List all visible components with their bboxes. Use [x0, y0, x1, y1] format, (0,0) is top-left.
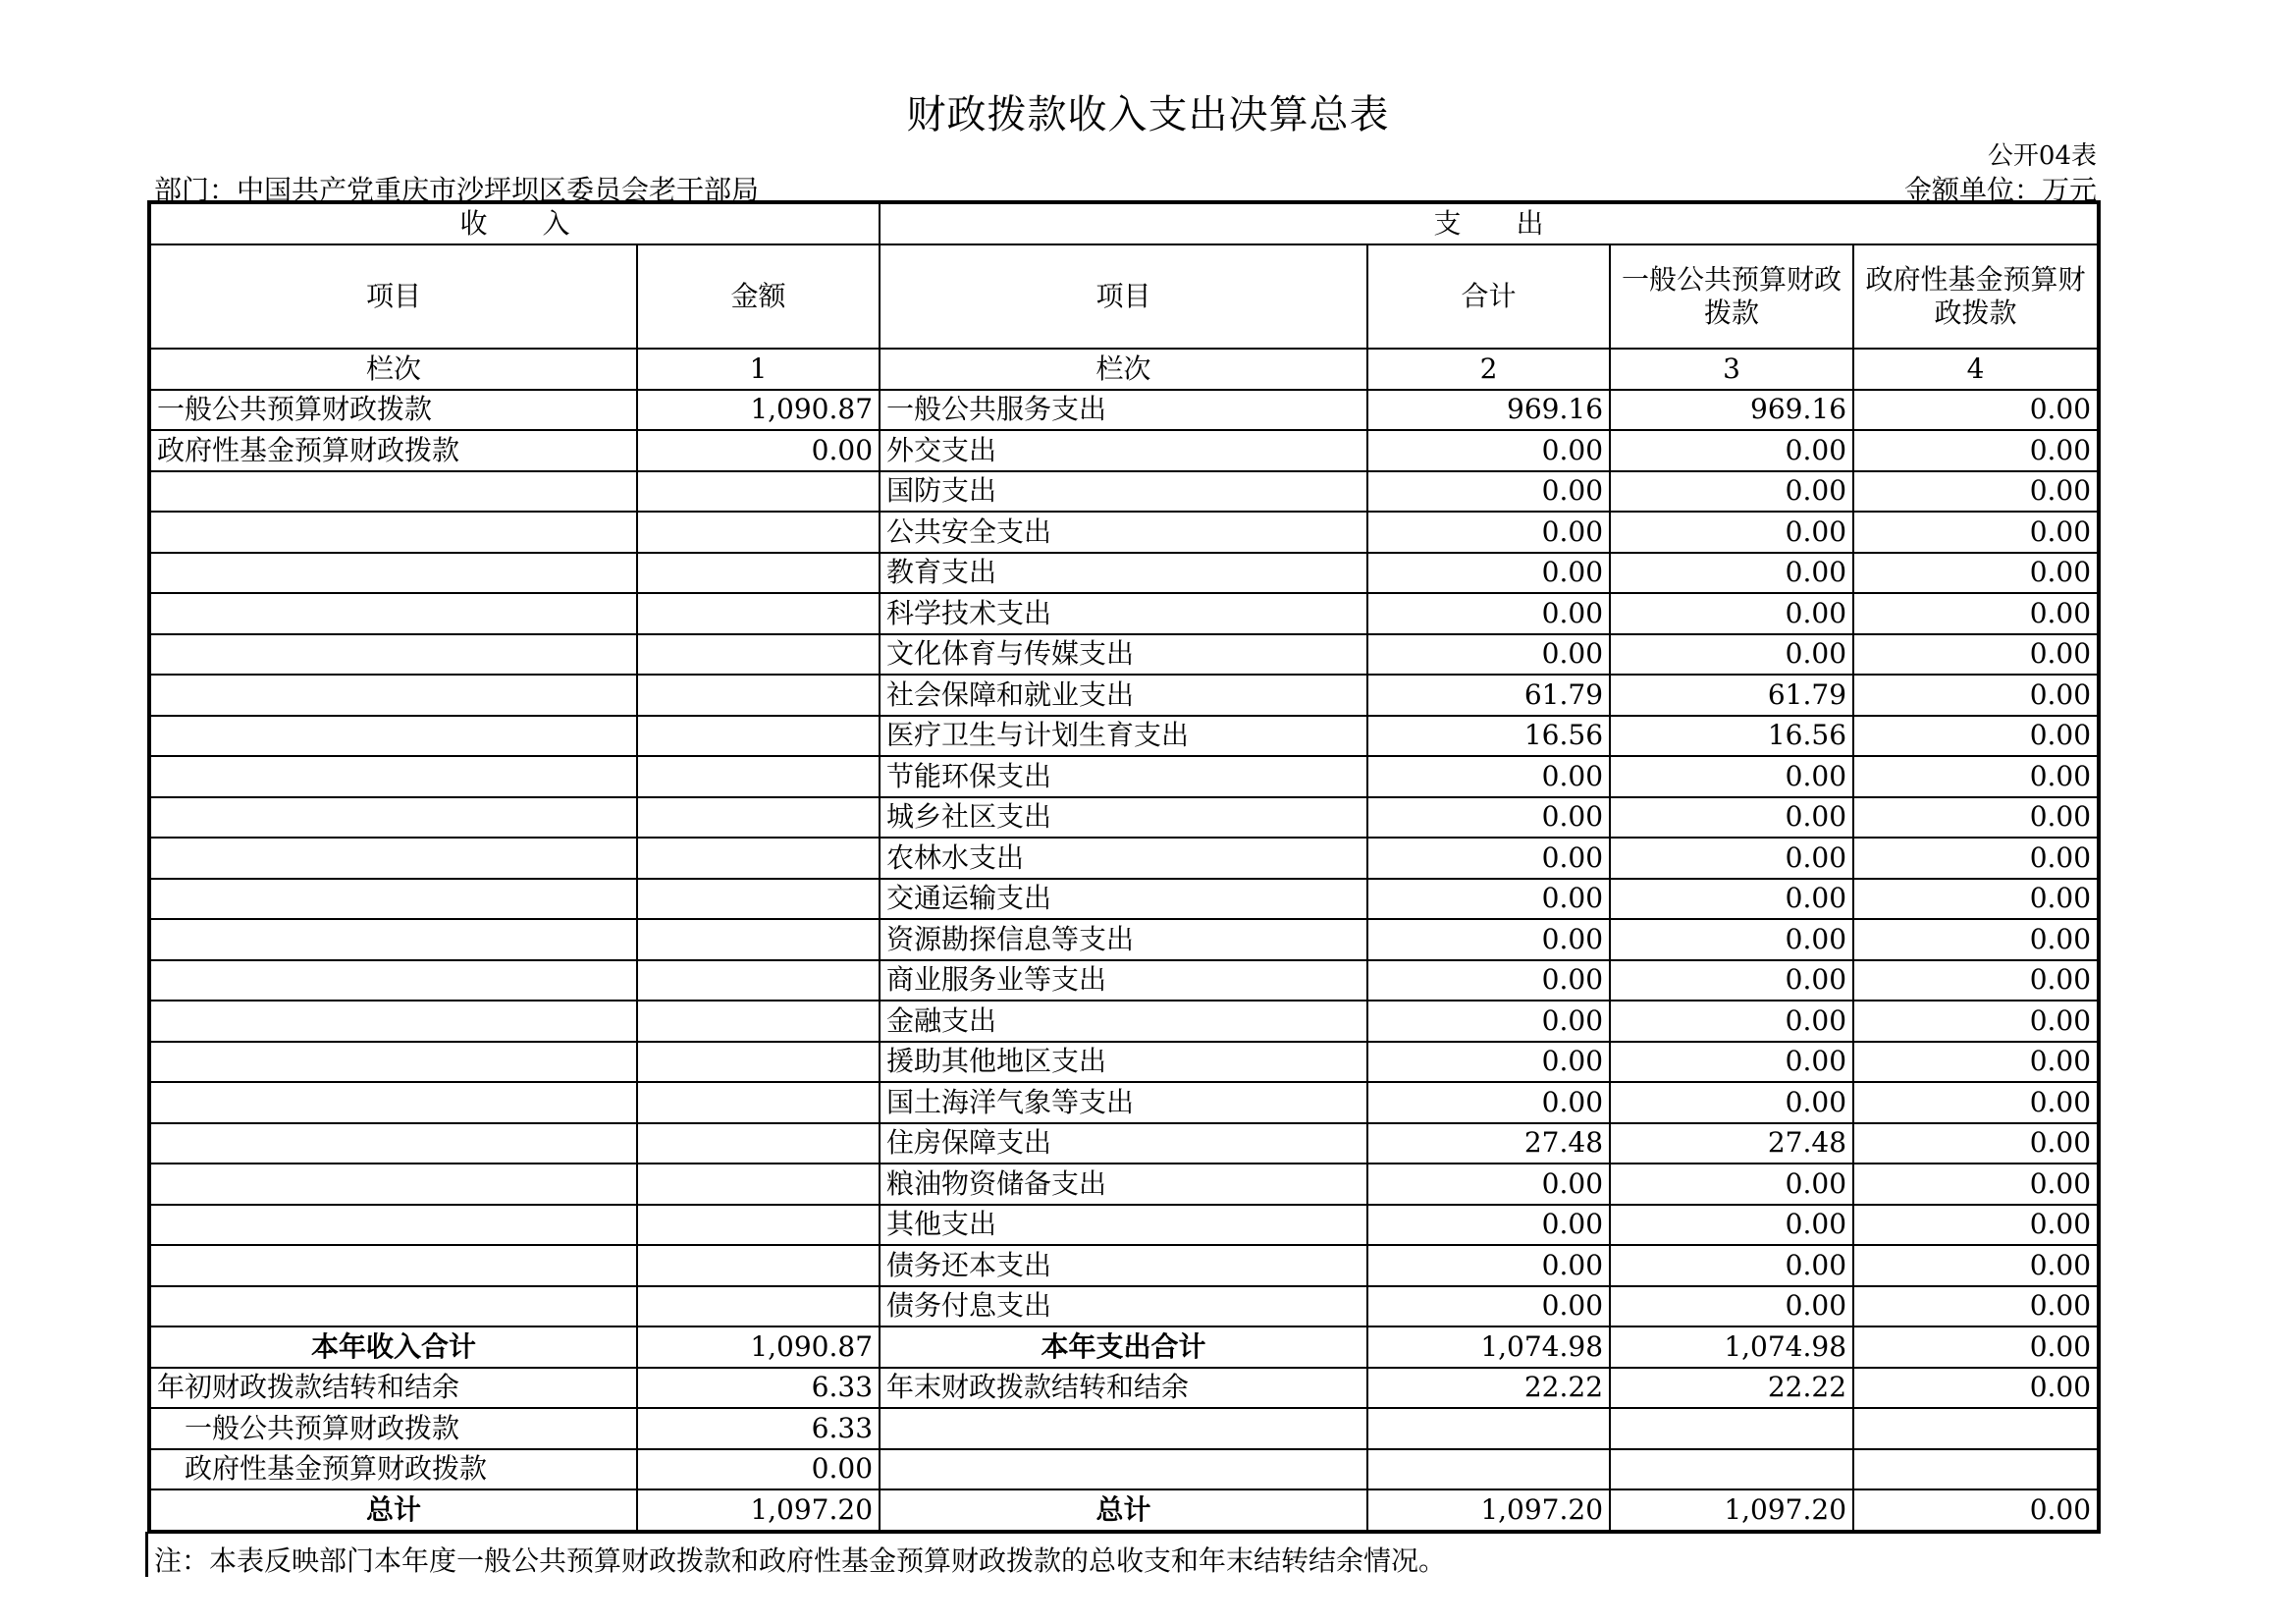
- income-grand-total: 1,097.20: [637, 1489, 880, 1532]
- income-item: [149, 1123, 637, 1164]
- income-amount: [637, 512, 880, 553]
- expense-gov-fund: 0.00: [1853, 1123, 2099, 1164]
- expense-total: 0.00: [1367, 919, 1610, 960]
- income-amount: [637, 1286, 880, 1327]
- income-item: [149, 716, 637, 757]
- expense-item: 城乡社区支出: [880, 797, 1367, 839]
- expense-total: 0.00: [1367, 879, 1610, 920]
- expense-total: 0.00: [1367, 960, 1610, 1001]
- expense-total: 61.79: [1367, 675, 1610, 716]
- income-amount: [637, 879, 880, 920]
- expense-gov-fund: 0.00: [1853, 797, 2099, 839]
- income-amount: [637, 838, 880, 879]
- income-item: [149, 960, 637, 1001]
- expense-item: 援助其他地区支出: [880, 1042, 1367, 1083]
- expense-gov-fund: 0.00: [1853, 1082, 2099, 1123]
- table-row: [149, 1042, 2099, 1083]
- table-code: 公开04表: [1987, 141, 2097, 171]
- expense-grand-total-general: 1,097.20: [1610, 1489, 1853, 1532]
- carry-fund-label: 政府性基金预算财政拨款: [149, 1449, 637, 1490]
- income-amount: [637, 1001, 880, 1042]
- expense-gov-fund: 0.00: [1853, 593, 2099, 634]
- income-year-total-label: 本年收入合计: [149, 1326, 637, 1368]
- expense-total: 0.00: [1367, 1001, 1610, 1042]
- header-expense-item: 项目: [880, 244, 1367, 349]
- expense-carryover-general: 22.22: [1610, 1368, 1853, 1409]
- income-item: [149, 634, 637, 676]
- expense-total: 0.00: [1367, 430, 1610, 471]
- column-number-label: 栏次: [880, 349, 1367, 390]
- carry-general-amount: 6.33: [637, 1408, 880, 1449]
- income-item: [149, 838, 637, 879]
- income-item: 一般公共预算财政拨款: [149, 390, 637, 431]
- expense-year-total-fund: 0.00: [1853, 1326, 2099, 1368]
- income-item: [149, 1042, 637, 1083]
- expense-year-total: 1,074.98: [1367, 1326, 1610, 1368]
- expense-general-budget: 0.00: [1610, 1164, 1853, 1205]
- expense-gov-fund: 0.00: [1853, 430, 2099, 471]
- expense-total: 0.00: [1367, 1082, 1610, 1123]
- table-row: [149, 1123, 2099, 1164]
- income-item: [149, 1082, 637, 1123]
- expense-gov-fund: 0.00: [1853, 675, 2099, 716]
- grand-total-row: [149, 1489, 2099, 1532]
- table-row: [149, 675, 2099, 716]
- expense-item: 外交支出: [880, 430, 1367, 471]
- income-item: 政府性基金预算财政拨款: [149, 430, 637, 471]
- income-item: [149, 512, 637, 553]
- income-item: [149, 593, 637, 634]
- table-row: [149, 634, 2099, 676]
- expense-general-budget: 0.00: [1610, 1042, 1853, 1083]
- income-item: [149, 1164, 637, 1205]
- income-amount: [637, 756, 880, 797]
- expense-total: 27.48: [1367, 1123, 1610, 1164]
- table-row: [149, 879, 2099, 920]
- empty-cell: [880, 1408, 1367, 1449]
- carryover-row: [149, 1368, 2099, 1409]
- section-expense: 支 出: [880, 202, 2099, 244]
- footnote: 注：本表反映部门本年度一般公共预算财政拨款和政府性基金预算财政拨款的总收支和年末结转结余情况。: [154, 1544, 1447, 1577]
- income-amount: [637, 1164, 880, 1205]
- expense-total: 0.00: [1367, 553, 1610, 594]
- income-item: [149, 553, 637, 594]
- table-row: [149, 593, 2099, 634]
- department-label: 部门：中国共产党重庆市沙坪坝区委员会老干部局: [154, 174, 760, 206]
- expense-gov-fund: 0.00: [1853, 634, 2099, 676]
- expense-general-budget: 0.00: [1610, 1205, 1853, 1246]
- expense-total: 0.00: [1367, 1042, 1610, 1083]
- income-item: [149, 1001, 637, 1042]
- column-number: 2: [1367, 349, 1610, 390]
- expense-item: 国土海洋气象等支出: [880, 1082, 1367, 1123]
- expense-general-budget: 27.48: [1610, 1123, 1853, 1164]
- unit-label: 金额单位：万元: [1903, 174, 2097, 206]
- expense-item: 国防支出: [880, 471, 1367, 513]
- expense-item: 资源勘探信息等支出: [880, 919, 1367, 960]
- table-row: [149, 1164, 2099, 1205]
- table-row: [149, 1286, 2099, 1327]
- header-income-item: 项目: [149, 244, 637, 349]
- expense-item: 文化体育与传媒支出: [880, 634, 1367, 676]
- expense-general-budget: 0.00: [1610, 593, 1853, 634]
- empty-cell: [1367, 1408, 1610, 1449]
- income-item: [149, 1286, 637, 1327]
- empty-cell: [880, 1449, 1367, 1490]
- expense-total: 0.00: [1367, 1245, 1610, 1286]
- expense-item: 金融支出: [880, 1001, 1367, 1042]
- income-amount: [637, 960, 880, 1001]
- expense-general-budget: 0.00: [1610, 430, 1853, 471]
- income-item: [149, 1245, 637, 1286]
- column-number: 4: [1853, 349, 2099, 390]
- expense-general-budget: 0.00: [1610, 1245, 1853, 1286]
- expense-item: 医疗卫生与计划生育支出: [880, 716, 1367, 757]
- expense-gov-fund: 0.00: [1853, 960, 2099, 1001]
- expense-gov-fund: 0.00: [1853, 879, 2099, 920]
- empty-cell: [1853, 1449, 2099, 1490]
- expense-total: 0.00: [1367, 1164, 1610, 1205]
- income-item: [149, 756, 637, 797]
- column-number: 3: [1610, 349, 1853, 390]
- table-row: [149, 553, 2099, 594]
- expense-general-budget: 61.79: [1610, 675, 1853, 716]
- expense-gov-fund: 0.00: [1853, 471, 2099, 513]
- expense-general-budget: 16.56: [1610, 716, 1853, 757]
- income-amount: [637, 593, 880, 634]
- table-row: [149, 1205, 2099, 1246]
- expense-general-budget: 0.00: [1610, 553, 1853, 594]
- expense-general-budget: 0.00: [1610, 919, 1853, 960]
- column-number: 1: [637, 349, 880, 390]
- header-gov-fund: 政府性基金预算财政拨款: [1853, 244, 2099, 349]
- expense-grand-total-fund: 0.00: [1853, 1489, 2099, 1532]
- table-row: [149, 756, 2099, 797]
- income-amount: [637, 553, 880, 594]
- expense-gov-fund: 0.00: [1853, 1205, 2099, 1246]
- expense-item: 商业服务业等支出: [880, 960, 1367, 1001]
- income-item: [149, 675, 637, 716]
- carry-fund-amount: 0.00: [637, 1449, 880, 1490]
- income-item: [149, 879, 637, 920]
- expense-general-budget: 0.00: [1610, 756, 1853, 797]
- expense-gov-fund: 0.00: [1853, 919, 2099, 960]
- expense-item: 社会保障和就业支出: [880, 675, 1367, 716]
- empty-cell: [1367, 1449, 1610, 1490]
- expense-item: 农林水支出: [880, 838, 1367, 879]
- table-row: [149, 1245, 2099, 1286]
- expense-gov-fund: 0.00: [1853, 1286, 2099, 1327]
- expense-gov-fund: 0.00: [1853, 1245, 2099, 1286]
- expense-general-budget: 0.00: [1610, 1001, 1853, 1042]
- carry-general-label: 一般公共预算财政拨款: [149, 1408, 637, 1449]
- expense-carryover-label: 年末财政拨款结转和结余: [880, 1368, 1367, 1409]
- column-number-label: 栏次: [149, 349, 637, 390]
- empty-cell: [1610, 1449, 1853, 1490]
- expense-total: 0.00: [1367, 512, 1610, 553]
- expense-total: 0.00: [1367, 634, 1610, 676]
- income-amount: [637, 1205, 880, 1246]
- header-general-budget: 一般公共预算财政拨款: [1610, 244, 1853, 349]
- header-income-amount: 金额: [637, 244, 880, 349]
- expense-gov-fund: 0.00: [1853, 553, 2099, 594]
- expense-general-budget: 0.00: [1610, 960, 1853, 1001]
- expense-general-budget: 0.00: [1610, 471, 1853, 513]
- note-divider: [145, 1532, 148, 1577]
- expense-general-budget: 969.16: [1610, 390, 1853, 431]
- income-amount: [637, 634, 880, 676]
- expense-item: 债务付息支出: [880, 1286, 1367, 1327]
- income-amount: [637, 675, 880, 716]
- expense-gov-fund: 0.00: [1853, 838, 2099, 879]
- expense-grand-total: 1,097.20: [1367, 1489, 1610, 1532]
- table-row: [149, 471, 2099, 513]
- table-row: [149, 716, 2099, 757]
- expense-total: 0.00: [1367, 1286, 1610, 1327]
- table-row: [149, 1082, 2099, 1123]
- expense-item: 教育支出: [880, 553, 1367, 594]
- budget-table: [147, 200, 2101, 1534]
- income-amount: [637, 716, 880, 757]
- income-amount: 1,090.87: [637, 390, 880, 431]
- expense-item: 其他支出: [880, 1205, 1367, 1246]
- expense-carryover-total: 22.22: [1367, 1368, 1610, 1409]
- expense-year-total-label: 本年支出合计: [880, 1326, 1367, 1368]
- income-carryover: 6.33: [637, 1368, 880, 1409]
- expense-total: 0.00: [1367, 756, 1610, 797]
- income-amount: [637, 1245, 880, 1286]
- expense-total: 0.00: [1367, 797, 1610, 839]
- income-amount: 0.00: [637, 430, 880, 471]
- expense-gov-fund: 0.00: [1853, 1001, 2099, 1042]
- expense-general-budget: 0.00: [1610, 634, 1853, 676]
- table-row: [149, 919, 2099, 960]
- expense-year-total-general: 1,074.98: [1610, 1326, 1853, 1368]
- expense-general-budget: 0.00: [1610, 879, 1853, 920]
- income-item: [149, 1205, 637, 1246]
- income-amount: [637, 1042, 880, 1083]
- income-item: [149, 471, 637, 513]
- section-income: 收 入: [149, 202, 880, 244]
- income-year-total: 1,090.87: [637, 1326, 880, 1368]
- expense-gov-fund: 0.00: [1853, 716, 2099, 757]
- income-amount: [637, 1082, 880, 1123]
- expense-gov-fund: 0.00: [1853, 756, 2099, 797]
- expense-gov-fund: 0.00: [1853, 390, 2099, 431]
- expense-item: 科学技术支出: [880, 593, 1367, 634]
- income-amount: [637, 919, 880, 960]
- expense-general-budget: 0.00: [1610, 1082, 1853, 1123]
- expense-general-budget: 0.00: [1610, 838, 1853, 879]
- income-amount: [637, 471, 880, 513]
- expense-general-budget: 0.00: [1610, 512, 1853, 553]
- income-item: [149, 919, 637, 960]
- expense-gov-fund: 0.00: [1853, 1042, 2099, 1083]
- table-row: [149, 1001, 2099, 1042]
- table-row: [149, 512, 2099, 553]
- table-row: [149, 430, 2099, 471]
- table-row: [149, 838, 2099, 879]
- carry-fund-row: [149, 1449, 2099, 1490]
- income-item: [149, 797, 637, 839]
- expense-item: 债务还本支出: [880, 1245, 1367, 1286]
- expense-item: 交通运输支出: [880, 879, 1367, 920]
- table-row: [149, 390, 2099, 431]
- expense-gov-fund: 0.00: [1853, 512, 2099, 553]
- expense-carryover-fund: 0.00: [1853, 1368, 2099, 1409]
- expense-grand-total-label: 总计: [880, 1489, 1367, 1532]
- expense-item: 粮油物资储备支出: [880, 1164, 1367, 1205]
- expense-general-budget: 0.00: [1610, 1286, 1853, 1327]
- expense-item: 住房保障支出: [880, 1123, 1367, 1164]
- expense-gov-fund: 0.00: [1853, 1164, 2099, 1205]
- expense-item: 一般公共服务支出: [880, 390, 1367, 431]
- year-total-row: [149, 1326, 2099, 1368]
- expense-general-budget: 0.00: [1610, 797, 1853, 839]
- empty-cell: [1610, 1408, 1853, 1449]
- income-grand-total-label: 总计: [149, 1489, 637, 1532]
- empty-cell: [1853, 1408, 2099, 1449]
- expense-item: 公共安全支出: [880, 512, 1367, 553]
- page-title: 财政拨款收入支出决算总表: [906, 92, 1390, 137]
- income-amount: [637, 1123, 880, 1164]
- expense-total: 16.56: [1367, 716, 1610, 757]
- header-total: 合计: [1367, 244, 1610, 349]
- expense-total: 0.00: [1367, 471, 1610, 513]
- expense-total: 0.00: [1367, 593, 1610, 634]
- expense-total: 0.00: [1367, 1205, 1610, 1246]
- income-amount: [637, 797, 880, 839]
- table-row: [149, 797, 2099, 839]
- expense-item: 节能环保支出: [880, 756, 1367, 797]
- table-row: [149, 960, 2099, 1001]
- expense-total: 969.16: [1367, 390, 1610, 431]
- income-carryover-label: 年初财政拨款结转和结余: [149, 1368, 637, 1409]
- expense-total: 0.00: [1367, 838, 1610, 879]
- carry-general-row: [149, 1408, 2099, 1449]
